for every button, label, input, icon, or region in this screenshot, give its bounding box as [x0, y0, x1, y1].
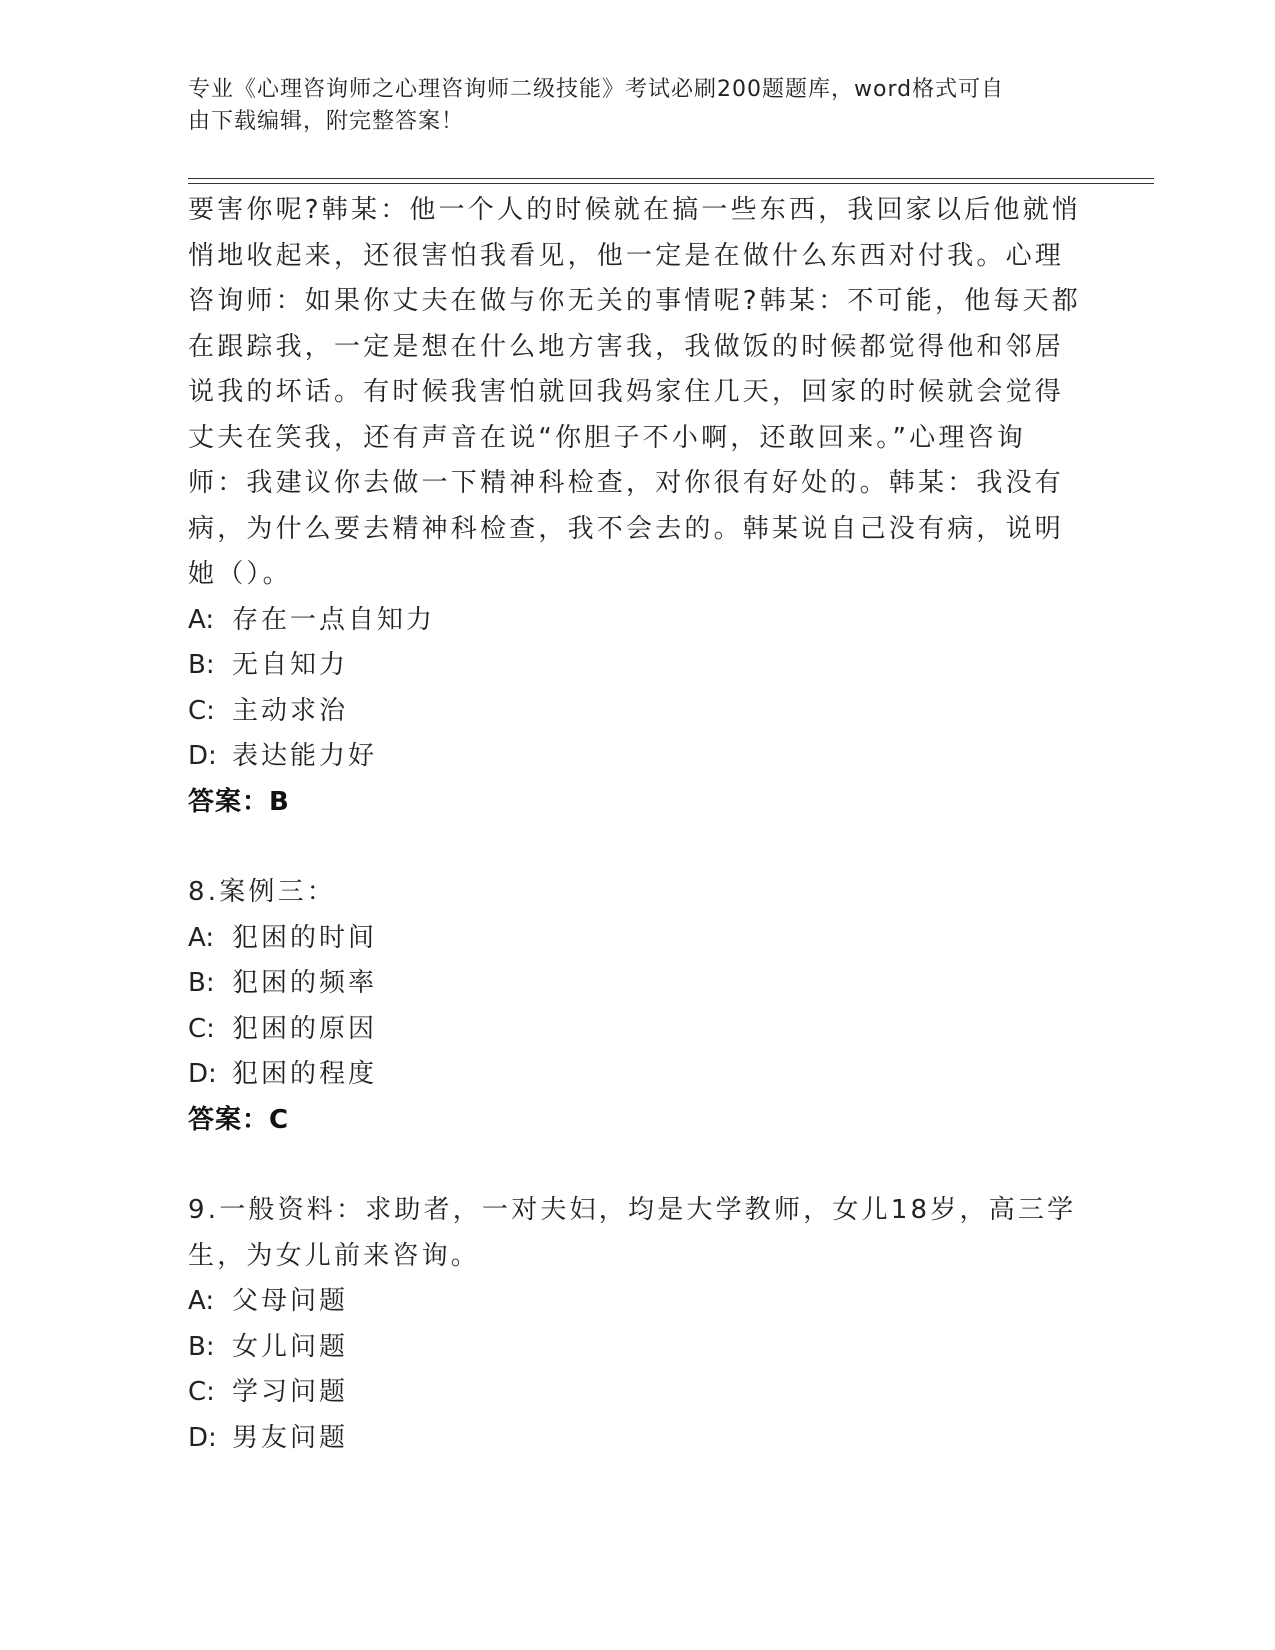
- question-stem-line: 悄地收起来，还很害怕我看见，他一定是在做什么东西对付我。心理: [188, 240, 1065, 271]
- option-text: 犯困的原因: [232, 1013, 378, 1044]
- option-a: [188, 1279, 1088, 1325]
- option-a: [188, 916, 1088, 962]
- option-text: 犯困的程度: [232, 1059, 378, 1089]
- page-header: [188, 74, 1068, 138]
- option-text: 存在一点自知力: [232, 604, 436, 635]
- option-text: 犯困的频率: [232, 968, 378, 998]
- answer-line: 答案：C: [188, 1104, 290, 1135]
- option-letter: A:: [188, 604, 215, 635]
- header-line-2: 由下载编辑，附完整答案！: [188, 109, 465, 134]
- question-stem-line: 说我的坏话。有时候我害怕就回我妈家住几天，回家的时候就会觉得: [188, 377, 1065, 407]
- question-7: [188, 188, 1088, 825]
- option-letter: D:: [188, 1422, 217, 1453]
- option-b: [188, 643, 1088, 689]
- question-stem-line: 咨询师：如果你丈夫在做与你无关的事情呢?韩某：不可能，他每天都: [188, 286, 1082, 316]
- option-text: 学习问题: [232, 1377, 349, 1407]
- option-letter: D:: [188, 1059, 217, 1089]
- option-b: [188, 1325, 1088, 1371]
- option-d: [188, 734, 1088, 780]
- option-text: 男友问题: [232, 1422, 349, 1453]
- option-letter: B:: [188, 968, 215, 998]
- option-letter: A:: [188, 922, 215, 953]
- option-text: 表达能力好: [232, 741, 378, 771]
- option-letter: B:: [188, 650, 215, 680]
- option-a: [188, 598, 1088, 644]
- option-letter: C:: [188, 1013, 215, 1044]
- option-text: 主动求治: [232, 695, 349, 726]
- question-stem-line: 生，为女儿前来咨询。: [188, 1240, 481, 1271]
- option-letter: D:: [188, 741, 217, 771]
- header-line-1: 专业《心理咨询师之心理咨询师二级技能》考试必刷200题题库，word格式可自: [188, 77, 1005, 102]
- document-body: [188, 188, 1088, 1461]
- question-stem-line: 师：我建议你去做一下精神科检查，对你很有好处的。韩某：我没有: [188, 468, 1065, 498]
- option-letter: A:: [188, 1286, 215, 1316]
- question-stem-line: 8.案例三：: [188, 877, 337, 907]
- question-stem-line: 丈夫在笑我，还有声音在说“你胆子不小啊，还敢回来。”心理咨询: [188, 422, 1026, 453]
- option-letter: C:: [188, 1377, 215, 1407]
- option-d: [188, 1416, 1088, 1462]
- option-d: [188, 1052, 1088, 1098]
- question-9: [188, 1188, 1088, 1461]
- question-stem-line: 她（）。: [188, 559, 292, 589]
- question-stem-line: 要害你呢?韩某：他一个人的时候就在搞一些东西，我回家以后他就悄: [188, 195, 1082, 225]
- option-c: [188, 1007, 1088, 1053]
- question-stem-line: 病，为什么要去精神科检查，我不会去的。韩某说自己没有病，说明: [188, 513, 1065, 544]
- option-text: 女儿问题: [232, 1331, 349, 1362]
- question-stem-line: 9.一般资料：求助者，一对夫妇，均是大学教师，女儿18岁，高三学: [188, 1195, 1077, 1225]
- option-letter: B:: [188, 1331, 215, 1362]
- option-text: 父母问题: [232, 1286, 349, 1316]
- option-b: [188, 961, 1088, 1007]
- option-c: [188, 689, 1088, 735]
- spacer: [188, 1143, 1088, 1188]
- option-letter: C:: [188, 695, 215, 726]
- spacer: [188, 825, 1088, 870]
- option-text: 犯困的时间: [232, 922, 378, 953]
- question-stem-line: 在跟踪我，一定是想在什么地方害我，我做饭的时候都觉得他和邻居: [188, 331, 1065, 362]
- option-text: 无自知力: [232, 650, 349, 680]
- answer-line: 答案：B: [188, 786, 290, 817]
- option-c: [188, 1370, 1088, 1416]
- header-divider-top: [188, 178, 1154, 179]
- question-8: [188, 870, 1088, 1143]
- header-divider-bottom: [188, 183, 1154, 184]
